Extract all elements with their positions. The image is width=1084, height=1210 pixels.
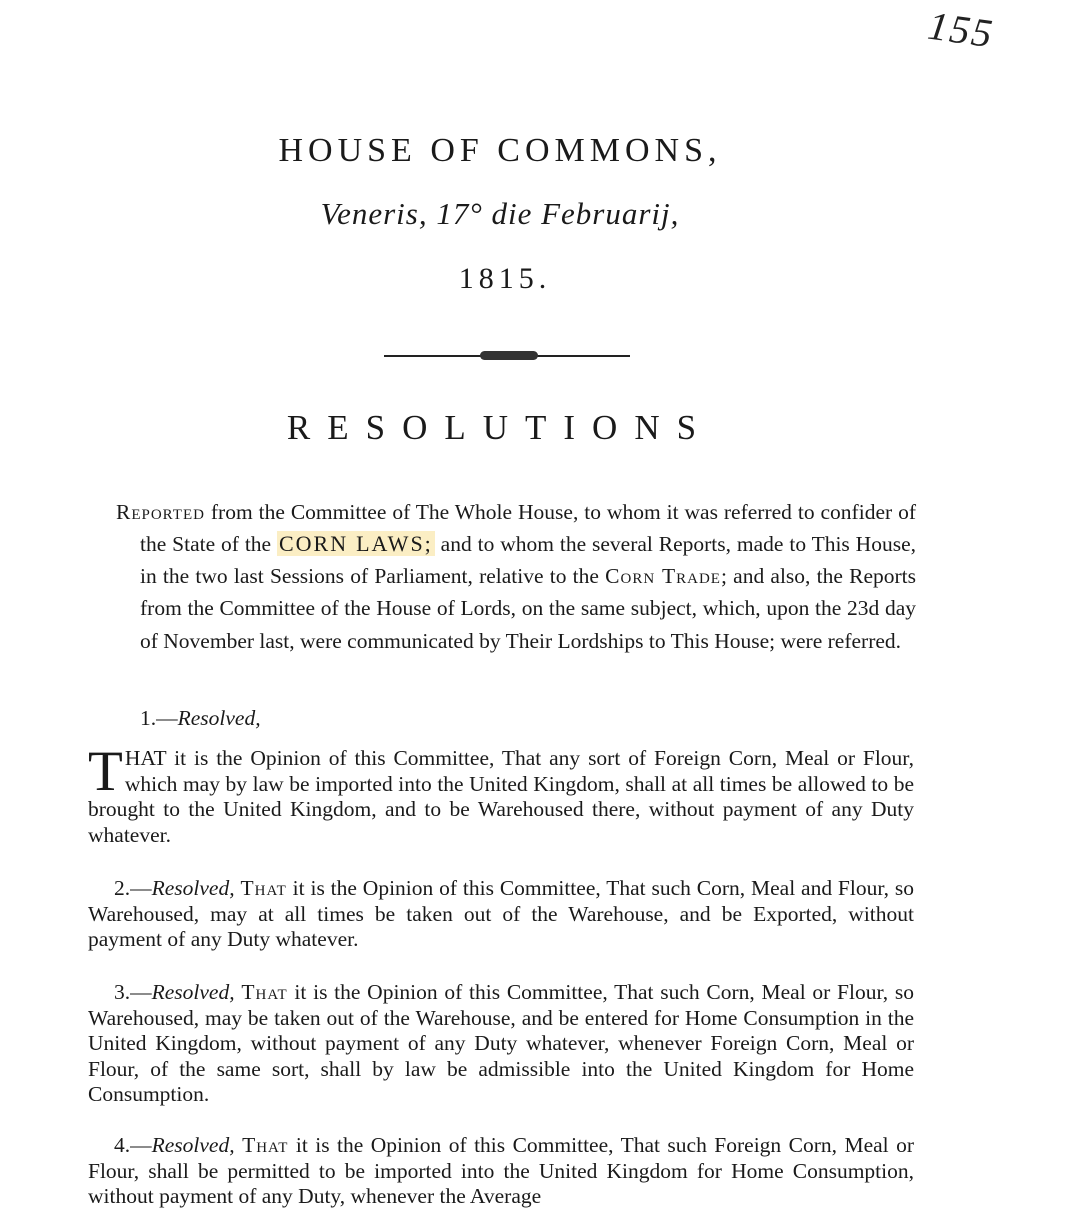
- resolution-3-text: [88, 980, 914, 1108]
- resolution-4-number: 4.—: [114, 1133, 152, 1157]
- resolution-2-text: [88, 876, 914, 953]
- resolution-1-text: [88, 740, 914, 848]
- resolution-1-resolved: Resolved,: [177, 706, 261, 730]
- resolution-1-number: 1.—: [140, 706, 178, 730]
- preamble-paragraph: [116, 496, 916, 657]
- resolution-2-resolved: Resolved,: [151, 876, 235, 900]
- preamble-text-a: from the Committee of The Whole House, to whom it was referred to confider of the State of the: [140, 499, 916, 556]
- preamble-text-c: ; and also, the Reports from the Committee of the House of Lords, on the same subject, which, upon the 23d day of November last, were communicated by Their Lordships to This House; were referred.: [140, 564, 916, 653]
- preamble-lead: Reported: [116, 499, 205, 524]
- resolution-4-body: it is the Opinion of this Committee, That such Foreign Corn, Meal or Flour, shall be permitted to be imported into the United Kingdom for Home Consumption, without payment of any Duty, whenever the Average: [88, 1133, 915, 1209]
- handwritten-folio-number: 155: [925, 2, 997, 57]
- preamble-text-b: and to whom the several Reports, made to This House, in the two last Sessions of Parliament, relative to the: [140, 531, 916, 589]
- resolution-1-lead: HAT: [124, 746, 167, 770]
- drop-cap-letter: T: [88, 740, 123, 803]
- resolution-4-lead: That: [242, 1133, 289, 1157]
- resolution-3-number: 3.—: [114, 980, 152, 1004]
- resolution-1-body: it is the Opinion of this Committee, That any sort of Foreign Corn, Meal or Flour, which may by law be imported into the United Kingdom, shall at all times be allowed to be brought to the United Kingdom, and to be Warehoused there, without payment of any Duty whatever.: [88, 746, 914, 847]
- resolution-2-lead: That: [240, 876, 287, 900]
- resolution-4-resolved: Resolved,: [151, 1133, 235, 1157]
- resolution-3-lead: That: [241, 980, 288, 1004]
- resolution-2-number: 2.—: [114, 876, 152, 900]
- corn-laws-highlight: CORN LAWS;: [278, 530, 433, 556]
- rule-ornament-icon: [480, 351, 538, 360]
- resolution-4-text: [88, 1133, 914, 1210]
- resolution-3-resolved: Resolved,: [151, 980, 235, 1004]
- resolution-3-body: it is the Opinion of this Committee, That such Corn, Meal or Flour, so Warehoused, may be taken out of the Warehouse, and be entered for Home Consumption in the United Kingdom, without payment of any Duty whatever, whenever Foreign Corn, Meal or Flour, of the same sort, shall by law be admissible into the United Kingdom for Home Consumption.: [88, 980, 915, 1107]
- resolutions-heading: RESOLUTIONS: [286, 408, 714, 447]
- session-year: 1815.: [458, 262, 552, 295]
- resolution-2-body: it is the Opinion of this Committee, That such Corn, Meal and Flour, so Warehoused, may at all times be taken out of the Warehouse, and be Exported, without payment of any Duty whatever.: [88, 876, 915, 952]
- resolution-1-label: [140, 706, 261, 731]
- house-title: HOUSE OF COMMONS,: [278, 132, 722, 169]
- session-date: Veneris, 17° die Februarij,: [320, 196, 680, 231]
- corn-trade-smallcaps: Corn Trade: [605, 564, 721, 589]
